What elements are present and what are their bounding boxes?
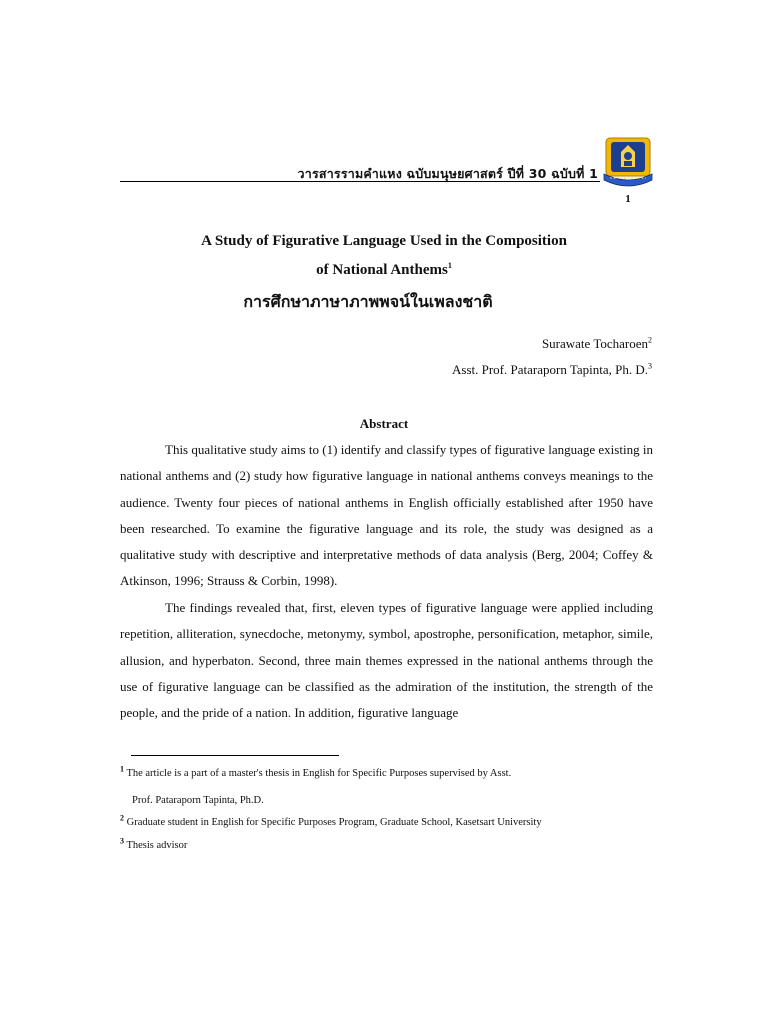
paper-title-line-1: A Study of Figurative Language Used in the Composition — [201, 233, 567, 249]
header-rule — [120, 181, 600, 182]
author-2-name: Asst. Prof. Pataraporn Tapinta, Ph. D. — [452, 362, 648, 377]
author-1-footnote-mark: 2 — [648, 335, 652, 345]
title-footnote-mark: 1 — [447, 261, 452, 270]
author-1 — [542, 336, 652, 352]
university-emblem-icon — [602, 136, 654, 190]
paper-title-thai: การศึกษาภาษาภาพพจน์ในเพลงชาติ — [243, 292, 493, 311]
footnote-1-text: The article is a part of a master's thesis in English for Specific Purposes supervised by Asst. — [126, 768, 512, 779]
journal-header: วารสารรามคำแหง ฉบับมนุษยศาสตร์ ปีที่ 30 ฉบับที่ 1 — [297, 166, 598, 181]
page-number: 1 — [625, 193, 631, 205]
footnote-1 — [120, 764, 660, 779]
footnote-rule — [131, 755, 339, 756]
footnote-2-number: 2 — [120, 813, 124, 823]
author-2 — [452, 362, 652, 378]
author-1-name: Surawate Tocharoen — [541, 336, 648, 351]
footnote-2 — [120, 813, 660, 828]
author-2-footnote-mark: 3 — [648, 361, 652, 371]
paper-title-line-2-text: of National Anthems — [316, 262, 448, 278]
abstract-heading: Abstract — [359, 416, 409, 431]
footnote-1-number: 1 — [120, 764, 124, 774]
paper-title-line-2 — [0, 262, 768, 279]
abstract-paragraph-2: The findings revealed that, first, eleven types of figurative language were applied including repetition, alliteration, synecdoche, metonymy, symbol, apostrophe, personification, metaphor, simile, allusion, and hyperbaton. Second, three main themes expressed in the national anthems through the use of figurative language can be classified as the admiration of the institution, the strength of the people, and the pride of a nation. In addition, figurative language — [120, 600, 653, 721]
footnote-1-continued: Prof. Pataraporn Tapinta, Ph.D. — [132, 795, 264, 806]
footnote-3-number: 3 — [120, 836, 124, 846]
footnote-2-text: Graduate student in English for Specific Purposes Program, Graduate School, Kasetsart University — [126, 817, 542, 828]
footnote-3-text: Thesis advisor — [126, 840, 188, 851]
abstract-paragraph-1: This qualitative study aims to (1) identify and classify types of figurative language existing in national anthems and (2) study how figurative language in national anthems conveys meanings to the audience. Twenty four pieces of national anthems in English officially established after 1950 have been researched. To examine the figurative language and its role, the study was designed as a qualitative study with descriptive and interpretative methods of data analysis (Berg, 2004; Coffey & Atkinson, 1996; Strauss & Corbin, 1998). — [120, 442, 653, 589]
footnote-3 — [120, 836, 660, 851]
